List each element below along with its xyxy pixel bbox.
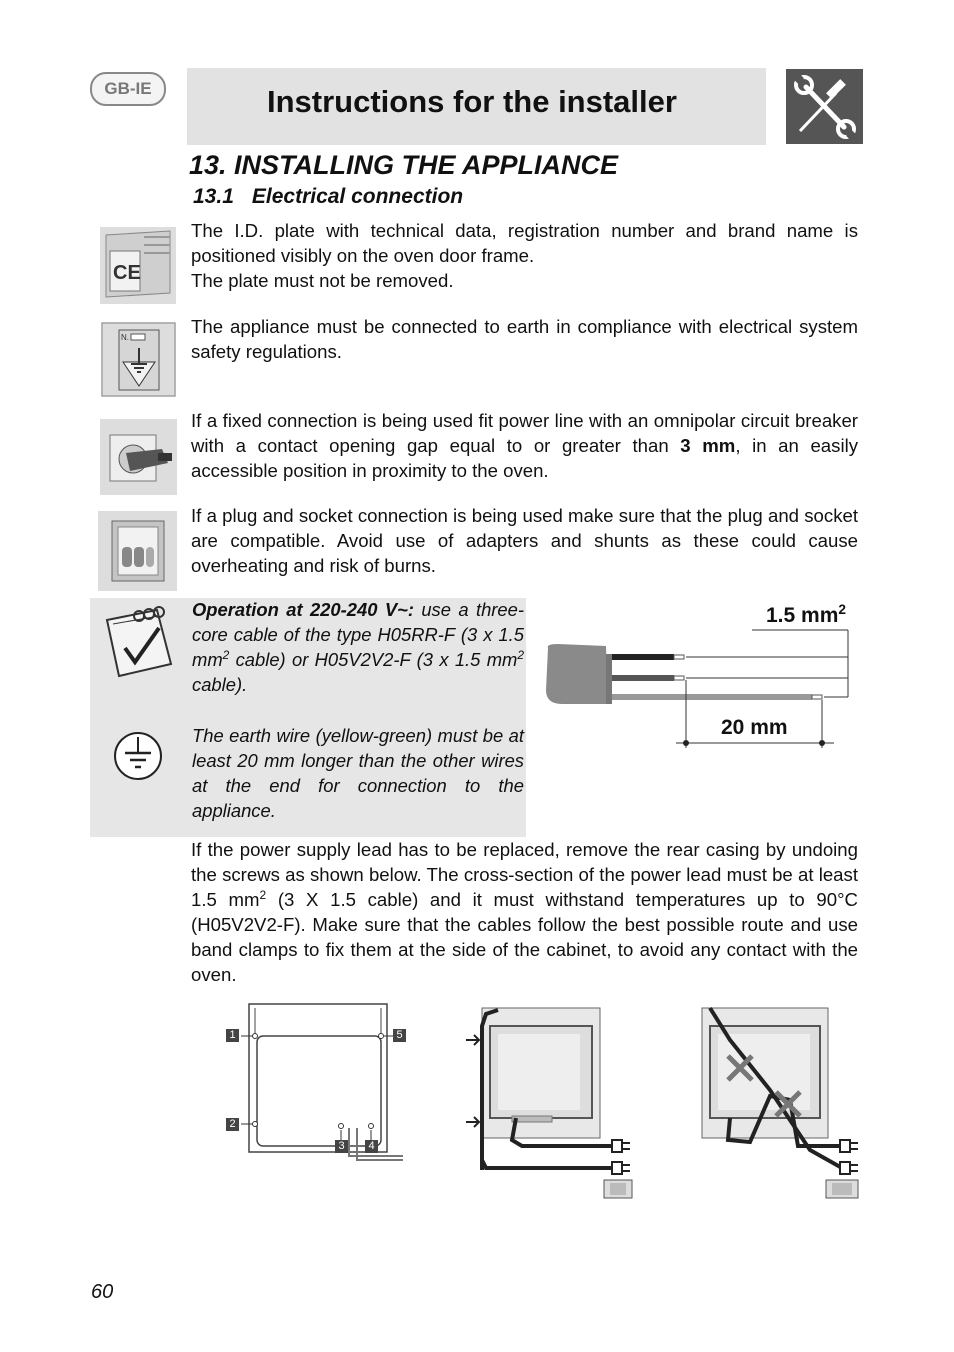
length-label: 20 mm bbox=[721, 716, 788, 739]
earth-text: The appliance must be connected to earth in compliance with electrical system safety regulations. bbox=[191, 316, 858, 362]
svg-text:N.: N. bbox=[121, 333, 129, 342]
page-title: Instructions for the installer bbox=[267, 84, 677, 119]
plug-socket-text: If a plug and socket connection is being used make sure that the plug and socket are compatible. Avoid use of adapters and shunts as these could cause overheating and risk of burns. bbox=[191, 505, 858, 576]
page-number: 60 bbox=[91, 1281, 114, 1303]
fixed-connection-text-2: , in an easily accessible position in proximity to the oven. bbox=[191, 435, 858, 481]
earth-symbol-icon bbox=[113, 731, 163, 781]
subsection-title: Electrical connection bbox=[251, 185, 464, 208]
id-plate-paragraph bbox=[191, 218, 858, 293]
language-badge: GB-IE bbox=[90, 72, 166, 106]
replacement-text-2: (3 X 1.5 cable) and it must withstand temperatures up to 90°C (H05V2V2-F). Make sure that the cables follow the best possible route and use band clamps to fix them at the side of the cabinet, to avoid any contact with the oven. bbox=[191, 889, 858, 985]
subsection-heading bbox=[193, 185, 463, 209]
svg-text:CE: CE bbox=[113, 262, 141, 284]
earth-paragraph bbox=[191, 314, 858, 364]
subsection-number: 13.1 bbox=[193, 185, 234, 208]
screw-label-4: 4 bbox=[365, 1140, 378, 1153]
section-heading: 13. INSTALLING THE APPLIANCE bbox=[189, 150, 619, 180]
operation-sup-2: 2 bbox=[517, 647, 524, 662]
operation-text-1: use a three-core cable of the type H05RR-F (3 x 1.5 mm bbox=[192, 599, 524, 670]
plug-socket-paragraph bbox=[191, 503, 858, 578]
screw-label-2: 2 bbox=[226, 1118, 239, 1131]
replacement-sup: 2 bbox=[259, 887, 267, 902]
operation-text-3: cable). bbox=[192, 674, 248, 695]
rear-casing-diagram bbox=[225, 1000, 410, 1165]
cross-section-label bbox=[766, 604, 846, 628]
screw-label-3: 3 bbox=[335, 1140, 348, 1153]
operation-note-text bbox=[192, 597, 524, 823]
correct-routing-diagram bbox=[462, 1000, 637, 1200]
replacement-paragraph bbox=[191, 837, 858, 987]
operation-text-2: cable) or H05V2V2-F (3 x 1.5 mm bbox=[229, 649, 518, 670]
gap-value: 3 mm bbox=[680, 435, 736, 456]
title-bar bbox=[187, 68, 766, 145]
cross-section-sup: 2 bbox=[838, 602, 846, 617]
earth-plate-icon bbox=[101, 322, 176, 397]
incorrect-routing-diagram bbox=[690, 1000, 865, 1200]
operation-sup-1: 2 bbox=[222, 647, 230, 662]
id-plate-text: The I.D. plate with technical data, registration number and brand name is positioned visibly on the oven door frame. bbox=[191, 220, 858, 266]
screw-label-5: 5 bbox=[393, 1029, 406, 1042]
id-plate-icon bbox=[100, 227, 176, 304]
fixed-connection-paragraph bbox=[191, 408, 858, 483]
replacement-text-1: If the power supply lead has to be replaced, remove the rear casing by undoing the screws as shown below. The cross-section of the power lead must be at least 1.5 mm bbox=[191, 839, 858, 910]
socket-icon bbox=[98, 511, 177, 591]
circuit-breaker-icon bbox=[100, 419, 177, 495]
screw-label-1: 1 bbox=[226, 1029, 239, 1042]
notepad-check-icon bbox=[99, 606, 176, 678]
id-plate-warning: The plate must not be removed. bbox=[191, 270, 454, 291]
cable-diagram bbox=[540, 600, 860, 760]
fixed-connection-text-1: If a fixed connection is being used fit power line with an omnipolar circuit breaker with a contact opening gap equal to or greater than bbox=[191, 410, 858, 456]
earth-wire-text: The earth wire (yellow-green) must be at least 20 mm longer than the other wires at the end for connection to the appliance. bbox=[192, 725, 524, 821]
operation-voltage: Operation at 220-240 V~: bbox=[192, 599, 414, 620]
tools-icon bbox=[786, 69, 863, 144]
cross-section-value: 1.5 mm bbox=[766, 604, 839, 627]
